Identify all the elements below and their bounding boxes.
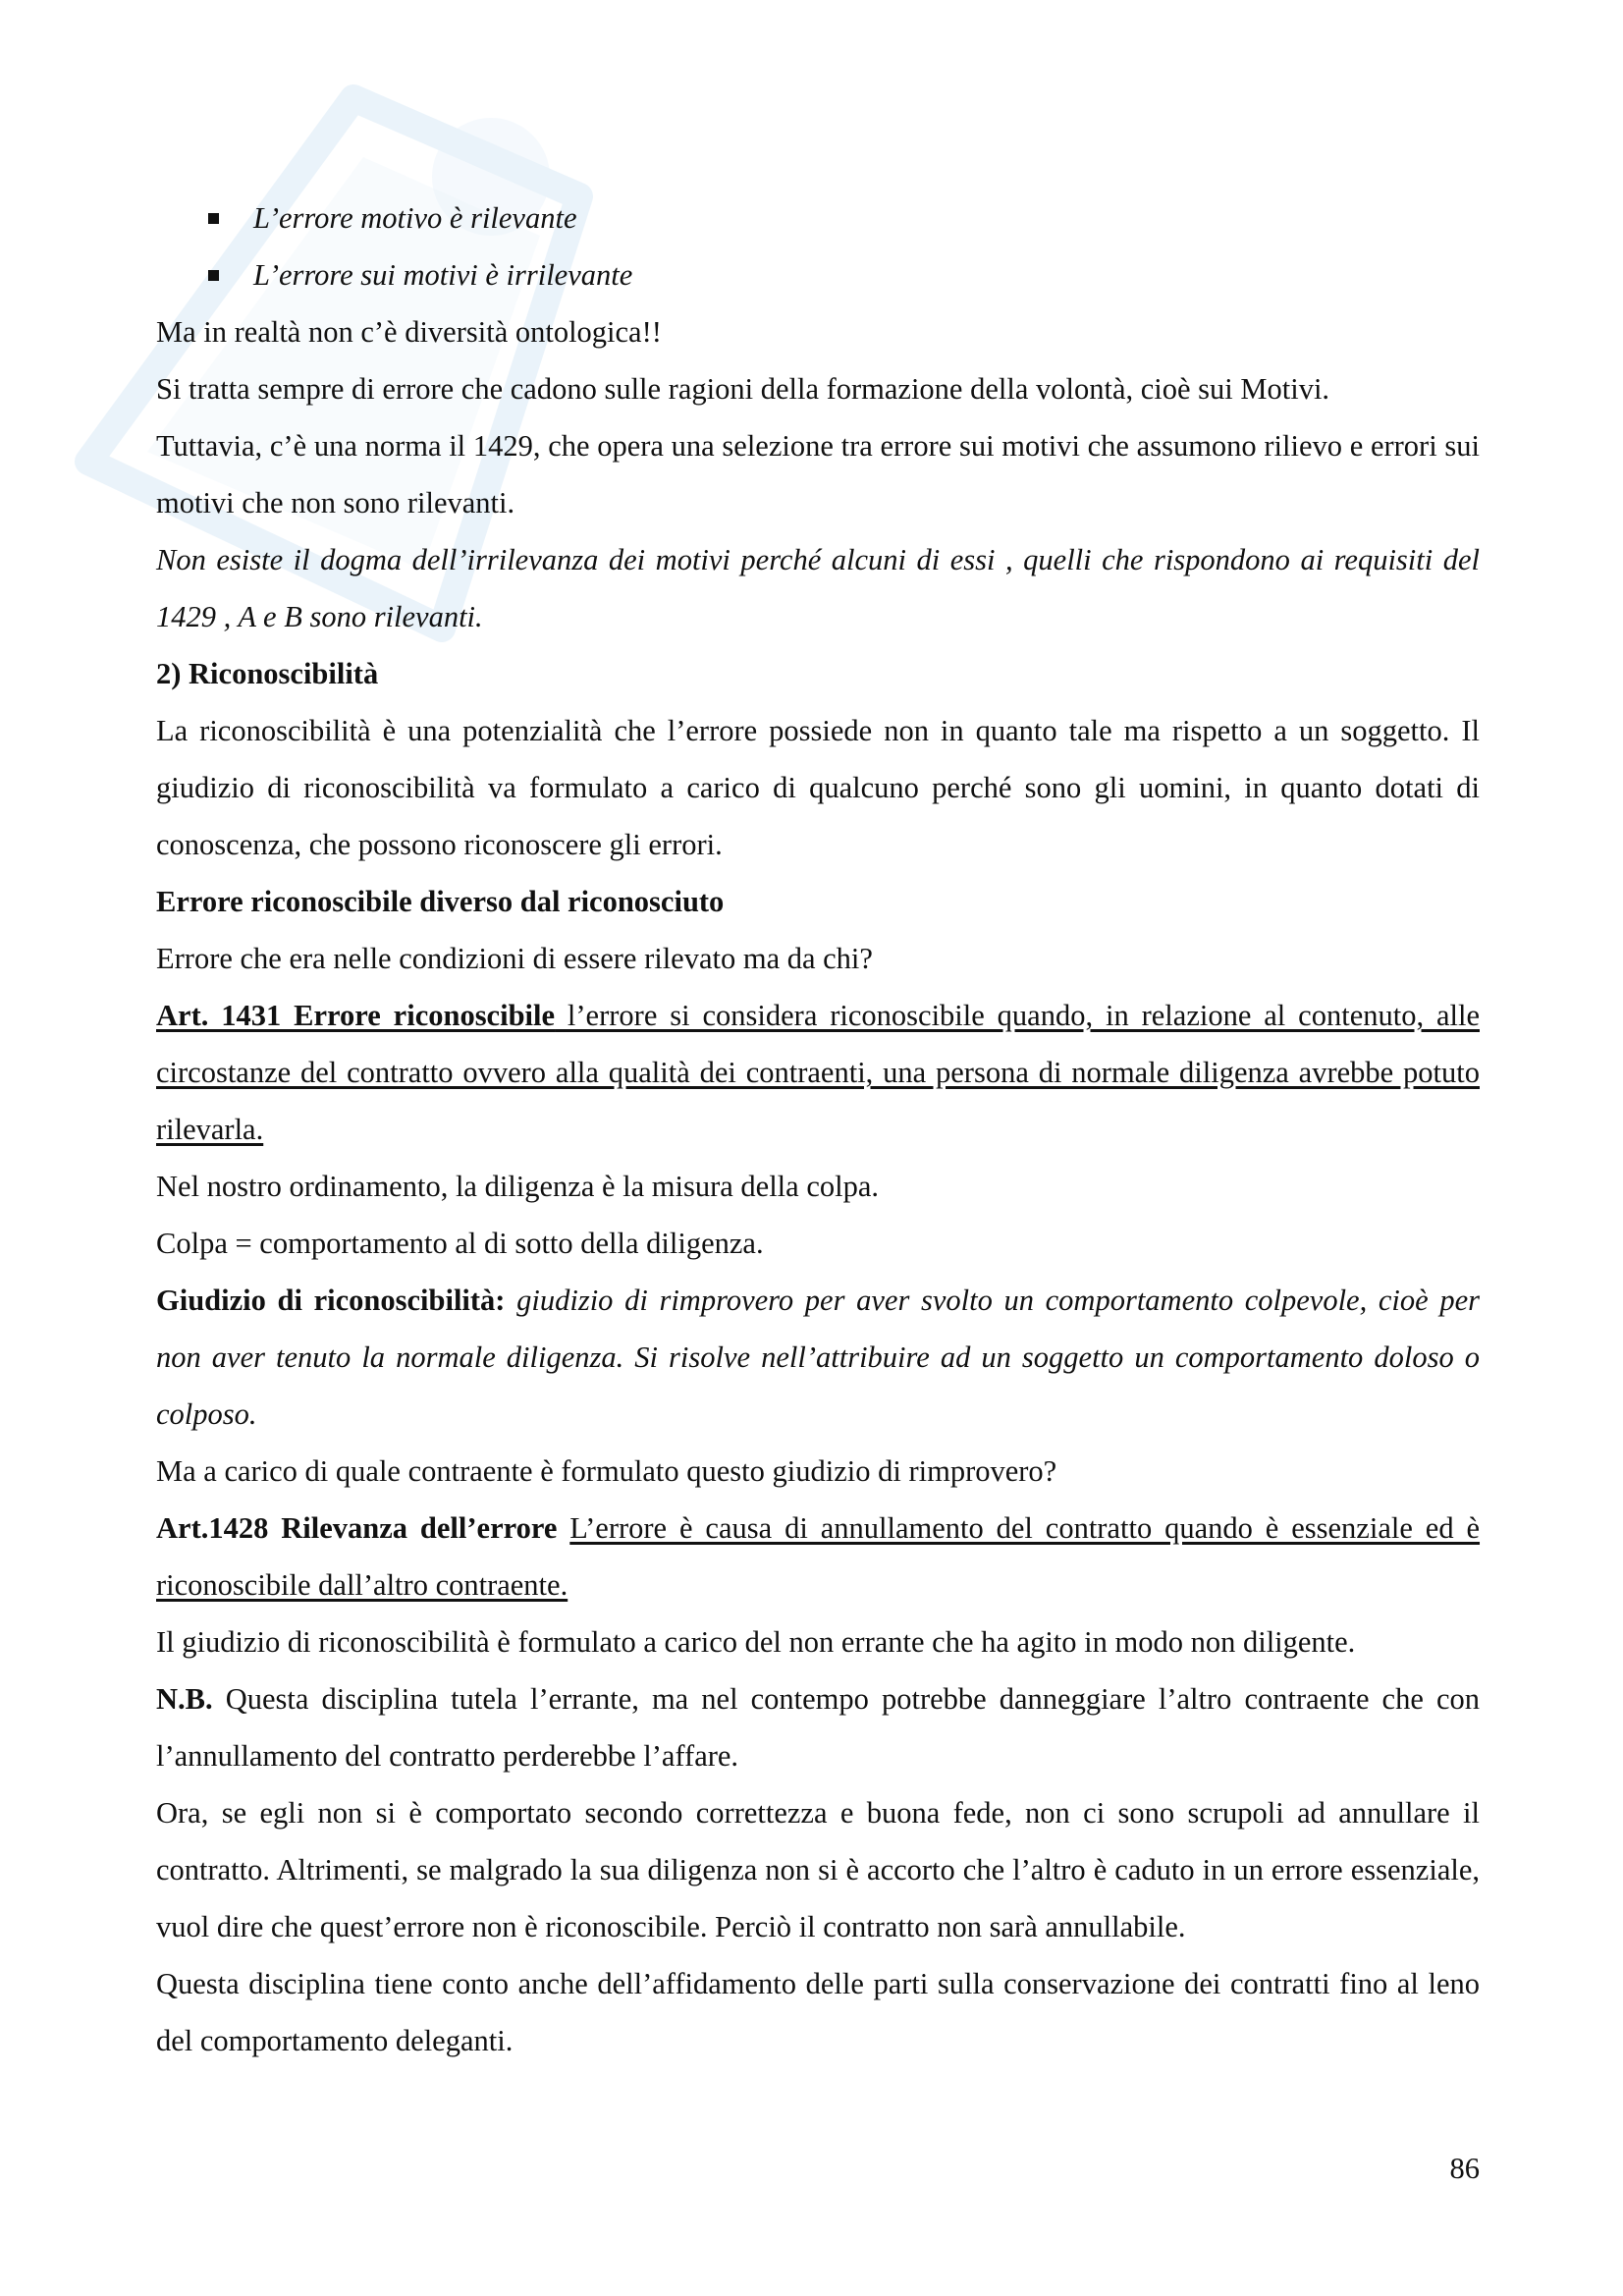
- bullet-text: L’errore sui motivi è irrilevante: [253, 258, 633, 292]
- article-text: L’errore è causa di annullamento del contratto quando è essenziale ed è riconoscibile dall’altro contraente.: [156, 1511, 1481, 1602]
- bullet-item: [156, 190, 1480, 246]
- heading-text: 2) Riconoscibilità: [156, 657, 379, 690]
- square-bullet-icon: [208, 213, 219, 224]
- paragraph: Ora, se egli non si è comportato secondo correttezza e buona fede, non ci sono scrupoli ad annullare il contratto. Altrimenti, se malgrado la sua diligenza non si è accorto che l’altro è caduto in un errore essenziale, vuol dire che quest’errore non è riconoscibile. Perciò il contratto non sarà annullabile.: [156, 1796, 1480, 1943]
- paragraph: La riconoscibilità è una potenzialità che l’errore possiede non in quanto tale ma rispetto a un soggetto. Il giudizio di riconoscibilità va formulato a carico di qualcuno perché sono gli uomini, in quanto dotati di conoscenza, che possono riconoscere gli errori.: [156, 714, 1480, 861]
- paragraph: Tuttavia, c’è una norma il 1429, che opera una selezione tra errore sui motivi che assumono rilievo e errori sui motivi che non sono rilevanti.: [156, 429, 1480, 519]
- italic-text: Non esiste il dogma dell’irrilevanza dei motivi perché alcuni di essi , quelli che rispondono ai requisiti del 1429 , A e B sono rilevanti.: [156, 543, 1480, 633]
- definition-label: Giudizio di riconoscibilità:: [156, 1284, 506, 1317]
- bullet-text: L’errore motivo è rilevante: [253, 201, 577, 235]
- paragraph: Errore che era nelle condizioni di essere rilevato ma da chi?: [156, 942, 873, 975]
- document-page: [156, 190, 1480, 2069]
- note-label: N.B.: [156, 1682, 213, 1716]
- article-text: l’errore si considera riconoscibile quando, in relazione al contenuto, alle circostanze del contratto ovvero alla qualità dei contraenti, una persona di normale diligenza avrebbe potuto rilevarla.: [156, 999, 1480, 1146]
- page-number: 86: [1449, 2152, 1480, 2185]
- square-bullet-icon: [208, 270, 219, 281]
- definition-text: giudizio di rimprovero per aver svolto un comportamento colpevole, cioè per non aver tenuto la normale diligenza. Si risolve nell’attribuire ad un soggetto un comportamento doloso o colposo.: [156, 1284, 1481, 1431]
- article-1428: [156, 1500, 1480, 1613]
- paragraph: Ma a carico di quale contraente è formulato questo giudizio di rimprovero?: [156, 1454, 1057, 1488]
- heading-text: Errore riconoscibile diverso dal riconosciuto: [156, 885, 725, 918]
- paragraph: Ma in realtà non c’è diversità ontologica!!: [156, 315, 662, 349]
- paragraph: Il giudizio di riconoscibilità è formulato a carico del non errante che ha agito in modo non diligente.: [156, 1625, 1356, 1659]
- definition-paragraph: [156, 1272, 1480, 1443]
- italic-paragraph: [156, 531, 1480, 645]
- article-1431: [156, 987, 1480, 1158]
- subsection-heading: [156, 873, 1480, 930]
- paragraph: Si tratta sempre di errore che cadono sulle ragioni della formazione della volontà, cioè sui Motivi.: [156, 372, 1330, 406]
- paragraph: Colpa = comportamento al di sotto della diligenza.: [156, 1227, 764, 1260]
- note-paragraph: [156, 1670, 1480, 1784]
- article-label: Art.1428 Rilevanza dell’errore: [156, 1511, 558, 1545]
- paragraph: Nel nostro ordinamento, la diligenza è la misura della colpa.: [156, 1170, 879, 1203]
- note-text: Questa disciplina tutela l’errante, ma nel contempo potrebbe danneggiare l’altro contraente che con l’annullamento del contratto perderebbe l’affare.: [156, 1682, 1480, 1773]
- article-label: Art. 1431 Errore riconoscibile: [156, 999, 556, 1032]
- bullet-item: [156, 246, 1480, 303]
- bullet-list: [156, 190, 1480, 303]
- paragraph: Questa disciplina tiene conto anche dell’affidamento delle parti sulla conservazione dei contratti fino al leno del comportamento deleganti.: [156, 1967, 1480, 2057]
- section-heading: [156, 645, 1480, 702]
